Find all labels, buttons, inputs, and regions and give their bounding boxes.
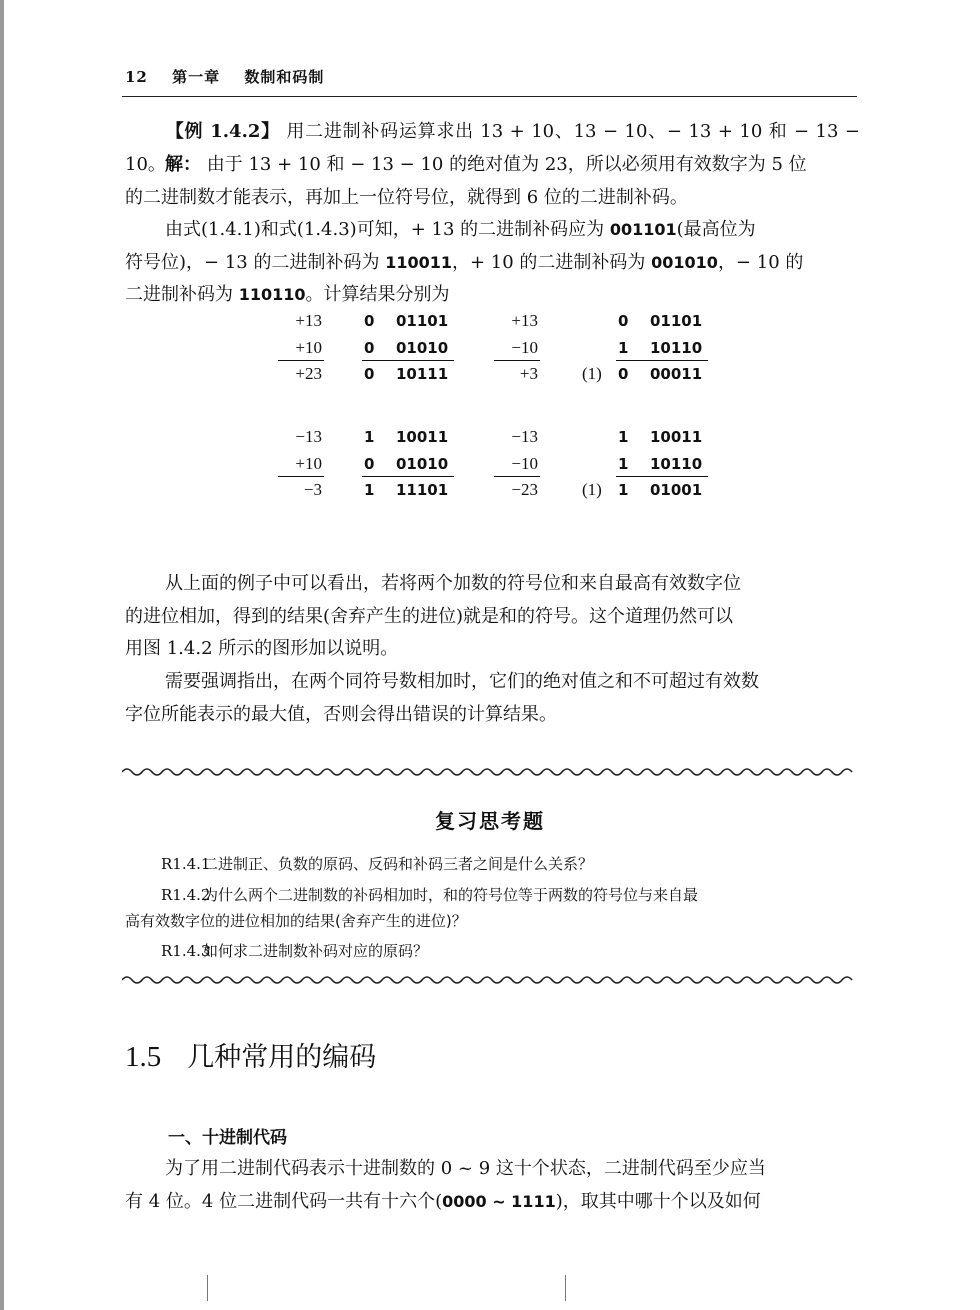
scan-mark xyxy=(207,1275,208,1301)
question-number: R1.4.1 xyxy=(161,855,211,873)
section-number: 1.5 xyxy=(125,1041,162,1073)
calc-sign: 1 xyxy=(364,481,375,499)
text-run: ，− 10 的 xyxy=(717,251,804,273)
question-number: R1.4.2 xyxy=(161,886,211,904)
calc-bits: 01101 xyxy=(650,312,703,330)
section-heading xyxy=(125,1035,376,1074)
calc-sign: 1 xyxy=(618,339,629,357)
review-question-2 xyxy=(125,882,860,934)
review-question-3 xyxy=(125,938,860,964)
calc-sign: 0 xyxy=(618,365,629,383)
header-rule xyxy=(122,96,857,97)
text-run: 为了用二进制代码表示十进制数的 0 ~ 9 这十个状态，二进制代码至少应当 xyxy=(165,1158,766,1179)
complement-paragraph xyxy=(125,214,860,312)
text-run: 二进制补码为 xyxy=(125,284,239,305)
calc-carry: (1) xyxy=(582,480,602,499)
code-plus13: 001101 xyxy=(609,220,677,239)
decimal-code-paragraph xyxy=(125,1153,860,1218)
calc-bits: 10111 xyxy=(396,365,449,383)
text-run: )，取其中哪十个以及如何 xyxy=(555,1190,761,1212)
page-header xyxy=(125,66,324,87)
calc-label: −23 xyxy=(511,480,538,499)
calc-sign: 0 xyxy=(364,339,375,357)
example-label: 【例 1.4.2】 xyxy=(165,121,280,142)
calc-bits: 10011 xyxy=(650,428,703,446)
calc-label: +10 xyxy=(295,454,322,473)
calc-sign: 1 xyxy=(618,481,629,499)
text-run: ，+ 10 的二进制补码为 xyxy=(451,251,652,273)
calc-bits: 11101 xyxy=(396,481,449,499)
text-run: 的进位相加，得到的结果(舍弃产生的进位)就是和的符号。这个道理仍然可以 xyxy=(125,605,734,627)
solution-line-1: 由于 13 + 10 和 − 13 − 10 的绝对值为 23，所以必须用有效数字为 5 位 xyxy=(206,154,807,175)
explanation-paragraph xyxy=(125,568,860,666)
calc-label: +23 xyxy=(295,364,322,383)
chapter-label: 第一章 xyxy=(172,68,221,86)
section-title: 几种常用的编码 xyxy=(187,1042,377,1073)
calc-bits: 01010 xyxy=(396,455,449,473)
page-edge xyxy=(0,0,4,1310)
text-run: 需要强调指出，在两个同符号数相加时，它们的绝对值之和不可超过有效数 xyxy=(165,671,759,692)
calc-sign: 1 xyxy=(618,428,629,446)
calc-bits: 01010 xyxy=(396,339,449,357)
text-run: (最高位为 xyxy=(676,219,756,240)
solution-paragraph xyxy=(125,149,860,214)
text-run: 符号位)，− 13 的二进制补码为 xyxy=(125,251,386,273)
question-text: 高有效数字位的进位相加的结果(舍弃产生的进位)？ xyxy=(125,912,467,930)
calc-label: −13 xyxy=(511,427,538,446)
calc-carry: (1) xyxy=(582,364,602,383)
code-minus10: 110110 xyxy=(238,285,306,304)
calc-label: +13 xyxy=(511,311,538,330)
text-run: 从上面的例子中可以看出，若将两个加数的符号位和来自最高有效数字位 xyxy=(165,573,741,594)
solution-line-2: 的二进制数才能表示，再加上一位符号位，就得到 6 位的二进制补码。 xyxy=(125,186,688,208)
text-run: 字位所能表示的最大值，否则会得出错误的计算结果。 xyxy=(125,703,557,725)
calc-bits: 10110 xyxy=(650,339,703,357)
calc-label: −10 xyxy=(511,338,538,357)
text-run: 由式(1.4.1)和式(1.4.3)可知，+ 13 的二进制补码应为 xyxy=(165,219,610,240)
calc-label: +3 xyxy=(519,364,538,383)
question-text: 如何求二进制数补码对应的原码？ xyxy=(203,942,429,960)
calc-bits: 10011 xyxy=(396,428,449,446)
calc-label: −3 xyxy=(303,480,322,499)
calc-label: +10 xyxy=(295,338,322,357)
review-question-1 xyxy=(125,851,860,877)
text-run: 用图 1.4.2 所示的图形加以说明。 xyxy=(125,638,399,659)
calc-sign: 0 xyxy=(364,312,375,330)
subsection-heading: 一、十进制代码 xyxy=(168,1128,287,1148)
review-title: 复习思考题 xyxy=(435,809,545,833)
wavy-divider-bottom xyxy=(122,974,862,986)
question-number: R1.4.3 xyxy=(161,942,211,960)
emphasis-paragraph xyxy=(125,666,860,731)
page-number: 12 xyxy=(125,68,148,86)
calc-sign: 0 xyxy=(618,312,629,330)
calc-sign: 0 xyxy=(364,365,375,383)
code-minus13: 110011 xyxy=(385,252,452,272)
scan-mark xyxy=(565,1275,566,1301)
calc-sign: 1 xyxy=(618,455,629,473)
question-text: 为什么两个二进制数的补码相加时，和的符号位等于两数的符号位与来自最 xyxy=(203,886,699,904)
chapter-title: 数制和码制 xyxy=(244,68,325,86)
calc-label: −13 xyxy=(295,427,322,446)
wavy-divider-top xyxy=(122,766,862,778)
calc-label: −10 xyxy=(511,454,538,473)
text-run: 有 4 位。4 位二进制代码一共有十六个( xyxy=(125,1190,443,1212)
calc-label: +13 xyxy=(295,311,322,330)
example-task: 用二进制补码运算求出 13 + 10、13 − 10、− 13 + 10 和 − 13 − 10。 xyxy=(125,121,861,175)
calc-bits: 00011 xyxy=(650,365,703,383)
solution-label: 解： xyxy=(165,154,201,175)
code-plus10: 001010 xyxy=(651,252,718,272)
calc-bits: 10110 xyxy=(650,455,703,473)
text-run: 。计算结果分别为 xyxy=(305,284,450,305)
calc-sign: 1 xyxy=(364,428,375,446)
question-text: 二进制正、负数的原码、反码和补码三者之间是什么关系？ xyxy=(203,855,594,873)
code-range: 0000 ~ 1111 xyxy=(442,1191,556,1211)
calc-bits: 01001 xyxy=(650,481,703,499)
calc-bits: 01101 xyxy=(396,312,449,330)
calc-sign: 0 xyxy=(364,455,375,473)
